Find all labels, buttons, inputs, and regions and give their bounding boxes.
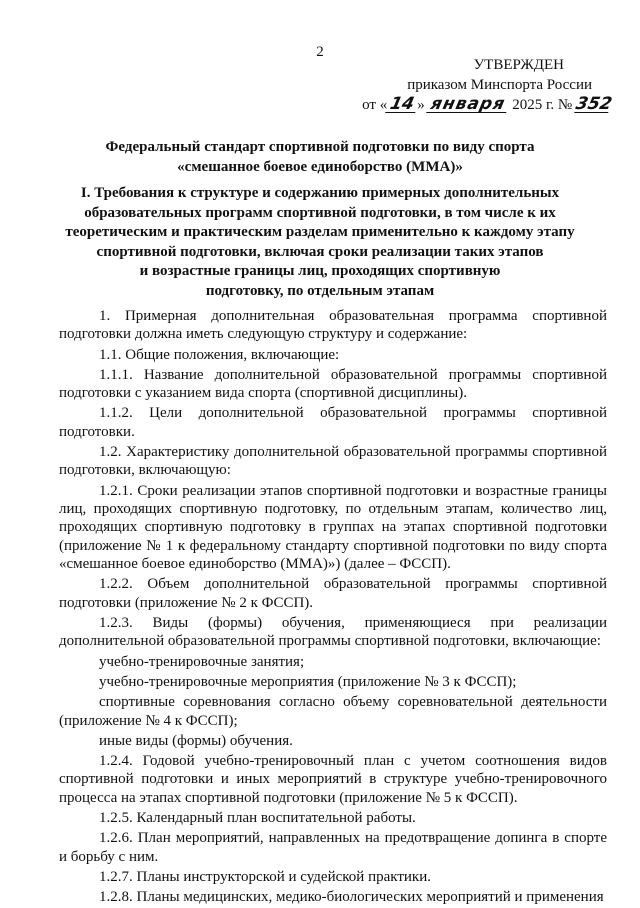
date-quote-close: » xyxy=(417,97,425,113)
section-heading-line-5: и возрастные границы лиц, проходящих спортивную xyxy=(139,263,501,279)
order-reference: приказом Минспорта России xyxy=(407,77,592,93)
paragraph: 1.2. Характеристику дополнительной образовательной программы спортивной подготовки, включающую: xyxy=(59,444,607,479)
section-heading-line-6: подготовку, по отдельным этапам xyxy=(205,282,435,299)
list-item: учебно-тренировочные занятия; xyxy=(99,653,305,670)
date-prefix: от « xyxy=(362,97,388,113)
handwritten-order-number: 352 xyxy=(573,94,614,114)
list-item: иные виды (формы) обучения. xyxy=(99,732,293,749)
paragraph: 1.2.4. Годовой учебно-тренировочный план с учетом соотношения видов спортивной подготовки и иных мероприятий в структуре учебно-тренировочного процесса на этапах спортивной подготовки (приложение № 5 к ФССП). xyxy=(59,752,607,806)
paragraph: 1.1.1. Название дополнительной образовательной программы спортивной подготовки с указанием вида спорта (спортивной дисциплины). xyxy=(59,366,607,402)
paragraph: 1. Примерная дополнительная образовательная программа спортивной подготовки должна иметь следующую структуру и содержание: xyxy=(59,308,607,343)
section-heading-line-3: теоретическим и практическим разделам применительно к каждому этапу xyxy=(65,224,575,240)
paragraph: 1.2.3. Виды (формы) обучения, применяющиеся при реализации дополнительной образовательной программы спортивной подготовки, включающие: xyxy=(59,615,607,650)
standard-title xyxy=(40,137,600,177)
list-item: учебно-тренировочные мероприятия (приложение № 3 к ФССП); xyxy=(99,673,517,690)
section-heading xyxy=(40,184,600,301)
approval-stamp xyxy=(350,55,614,115)
body-text xyxy=(59,307,607,908)
section-heading-line-4: спортивной подготовки, включая сроки реализации таких этапов xyxy=(96,243,544,260)
list-item: спортивные соревнования согласно объему соревновательной деятельности (приложение № 4 к ФССП); xyxy=(59,694,607,729)
paragraph: 1.2.5. Календарный план воспитательной работы. xyxy=(99,809,416,826)
handwritten-day: 14 xyxy=(385,96,419,113)
paragraph: 1.2.2. Объем дополнительной образовательной программы спортивной подготовки (приложение № 2 к ФССП). xyxy=(59,576,607,611)
section-heading-line-1: I. Требования к структуре и содержанию примерных дополнительных xyxy=(80,185,560,201)
paragraph: 1.2.6. План мероприятий, направленных на предотвращение допинга в спорте и борьбу с ним. xyxy=(59,830,607,865)
standard-title-line-1: Федеральный стандарт спортивной подготовки по виду спорта xyxy=(105,139,535,155)
paragraph: 1.1. Общие положения, включающие: xyxy=(99,346,340,363)
section-heading-line-2: образовательных программ спортивной подготовки, в том числе к их xyxy=(84,204,556,221)
order-date-line xyxy=(350,94,614,115)
paragraph: 1.2.8. Планы медицинских, медико-биологических мероприятий и применения xyxy=(99,888,604,905)
standard-title-line-2: «смешанное боевое единоборство (ММА)» xyxy=(177,159,463,175)
paragraph: 1.2.7. Планы инструкторской и судейской практики. xyxy=(99,868,431,885)
year-and-number-label: 2025 г. № xyxy=(512,97,573,113)
paragraph: 1.1.2. Цели дополнительной образовательной программы спортивной подготовки. xyxy=(59,405,607,440)
handwritten-month: января xyxy=(427,96,511,113)
approved-heading: УТВЕРЖДЕН xyxy=(473,57,564,73)
page-number: 2 xyxy=(316,44,324,60)
paragraph: 1.2.1. Сроки реализации этапов спортивной подготовки и возрастные границы лиц, проходящих спортивную подготовку, по отдельным этапам, количество лиц, проходящих спортивную подготовку в группах на этапах спортивной подготовки (приложение № 1 к федеральному стандарту спортивной подготовки по виду спорта «смешанное боевое единоборство (ММА)») (далее – ФССП). xyxy=(59,482,607,573)
